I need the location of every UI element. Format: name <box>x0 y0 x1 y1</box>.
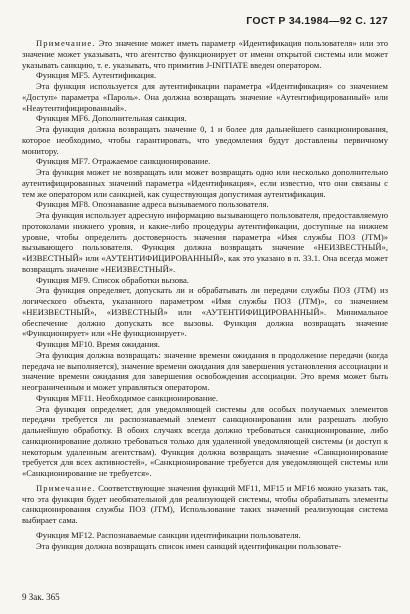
paragraph <box>22 156 388 167</box>
paragraph <box>22 199 388 210</box>
paragraph-text: Функция MF8. Опознавание адреса вызываемого пользователя. <box>36 199 269 210</box>
paragraph-text: Эта функция может не возвращать или может возвращать одно или несколько дополнительно аутентифицированных значений параметра «Идентификация», если известно, что они связаны с тем же оператором или санкцией, как существующая допустимая аутентификация. <box>22 167 388 199</box>
paragraph-text: Эта функция должна возвращать значение 0, 1 и более для дальнейшего санкционирования, которое необходимо, чтобы гарантировать, что уведомления будут доставлены первичному монитору. <box>22 124 388 156</box>
paragraph-text: Эта функция должна возвращать: значение времени ожидания в продолжение передачи (когда передача не выполняется), значение времени ожидания для завершения установления ассоциации и значение времени ожидания для завершения освобождения ассоциации. Это время может быть неограниченным и может управляться оператором. <box>22 349 388 392</box>
paragraph <box>22 393 388 404</box>
paragraph <box>22 210 388 275</box>
paragraph <box>22 541 388 552</box>
paragraph <box>22 350 388 393</box>
paragraph <box>22 285 388 339</box>
paragraph <box>22 339 388 350</box>
page-number: С. 127 <box>355 15 388 27</box>
paragraph-text: Эта функция используется для аутентификации параметра «Идентификация» со значением «Доступ» параметра «Пароль». Она должна возвращать значение «Аутентифицированный» или «Неаутентифицированный». <box>22 81 388 113</box>
paragraph-text: Эта функция определяет, допускать ли и обрабатывать ли передачи службы ПОЗ (JTM) из логического объекта, указанного параметром «Имя службы ПОЗ (JTM)», со значением «НЕИЗВЕСТНЫЙ», «ИЗВЕСТНЫЙ» или «АУТЕНТИФИЦИРОВАННЫЙ». Минимальное обеспечение должно допускать все вызовы. Функция должна возвращать значение «Функционирует» или «Не функционирует». <box>22 285 388 339</box>
paragraph-text: Это значение может иметь параметр «Идентификация пользователя» или это значение может указывать, что агентство функционирует от имени открытой системы или может указывать санкцию, т. е. указывать, что примитив J-INITIATE введен оператором. <box>22 38 388 70</box>
paragraph-text: Функция MF6. Дополнительная санкция. <box>36 113 187 124</box>
paragraph <box>22 530 388 541</box>
paragraph <box>22 38 388 70</box>
paragraph-text: Эта функция должна возвращать список имен санкций идентификации пользовате- <box>36 540 342 551</box>
paragraph <box>22 113 388 124</box>
paragraph <box>22 404 388 479</box>
paragraph-text: Функция MF12. Распознаваемые санкции идентификации пользователя. <box>36 529 301 540</box>
print-signature: 9 Зак. 365 <box>22 592 60 602</box>
paragraph <box>22 483 388 526</box>
paragraph-text: Функция MF11. Необходимое санкционирование. <box>36 392 219 403</box>
paragraph <box>22 124 388 156</box>
page-footer <box>22 592 60 602</box>
paragraph-text: Эта функция определяет, для уведомляющей системы для особых получаемых элементов передачи требуется ли распознаваемый элемент санкционирования или разрешать любую дальнейшую обработку. В обоих случаях всегда должно требоваться санкционирование, либо санкционирование должно требоваться только для удаленной уведомляющей системы (и доступ к некоторым удаленным агентствам). Функция должна возвращать значение «Санкционирование требуется для всех активностей», «Санкционирование требуется для уведомляющей системы или «Санкционирование не требуется». <box>22 403 388 478</box>
paragraph-text: Функция MF5. Аутентификация. <box>36 70 157 81</box>
paragraph <box>22 167 388 199</box>
paragraph-text: Эта функция использует адресную информацию вызывающего пользователя, предоставляемую протоколами нижнего уровня, и какие-либо процедуры аутентификации, доступные на нижнем уровне, чтобы определить достоверность значения параметра «Имя службы ПОЗ (JTM)» вызывающего пользователя. Функция должна возвращать значение «НЕИЗВЕСТНЫЙ», «ИЗВЕСТНЫЙ» или «АУТЕНТИФИЦИРОВАННЫЙ», как это указано в п. 33.1. Она всегда может возвращать значение «НЕИЗВЕСТНЫЙ». <box>22 210 388 274</box>
page-header <box>246 15 388 27</box>
note-lead: Примечание. <box>36 38 96 48</box>
paragraph-text: Соответствующие значения функций MF11, MF15 и MF16 можно указать так, что эта функция будет необязательной для реализующей системы, чтобы обрабатывать элементы санкционирования службы ПОЗ (JTM), Использование таких значений реализующая система выбирает сама. <box>22 482 388 525</box>
paragraph <box>22 81 388 113</box>
paragraph <box>22 70 388 81</box>
paragraph <box>22 275 388 286</box>
paragraph-text: Функция MF9. Список обработки вызова. <box>36 274 189 285</box>
standard-number: ГОСТ Р 34.1984—92 <box>246 15 353 27</box>
note-lead: Примечание. <box>36 482 96 493</box>
paragraph-text: Функция MF7. Отражаемое санкционирование. <box>36 156 211 167</box>
paragraph-text: Функция MF10. Время ожидания. <box>36 339 160 349</box>
body-text <box>22 38 388 551</box>
